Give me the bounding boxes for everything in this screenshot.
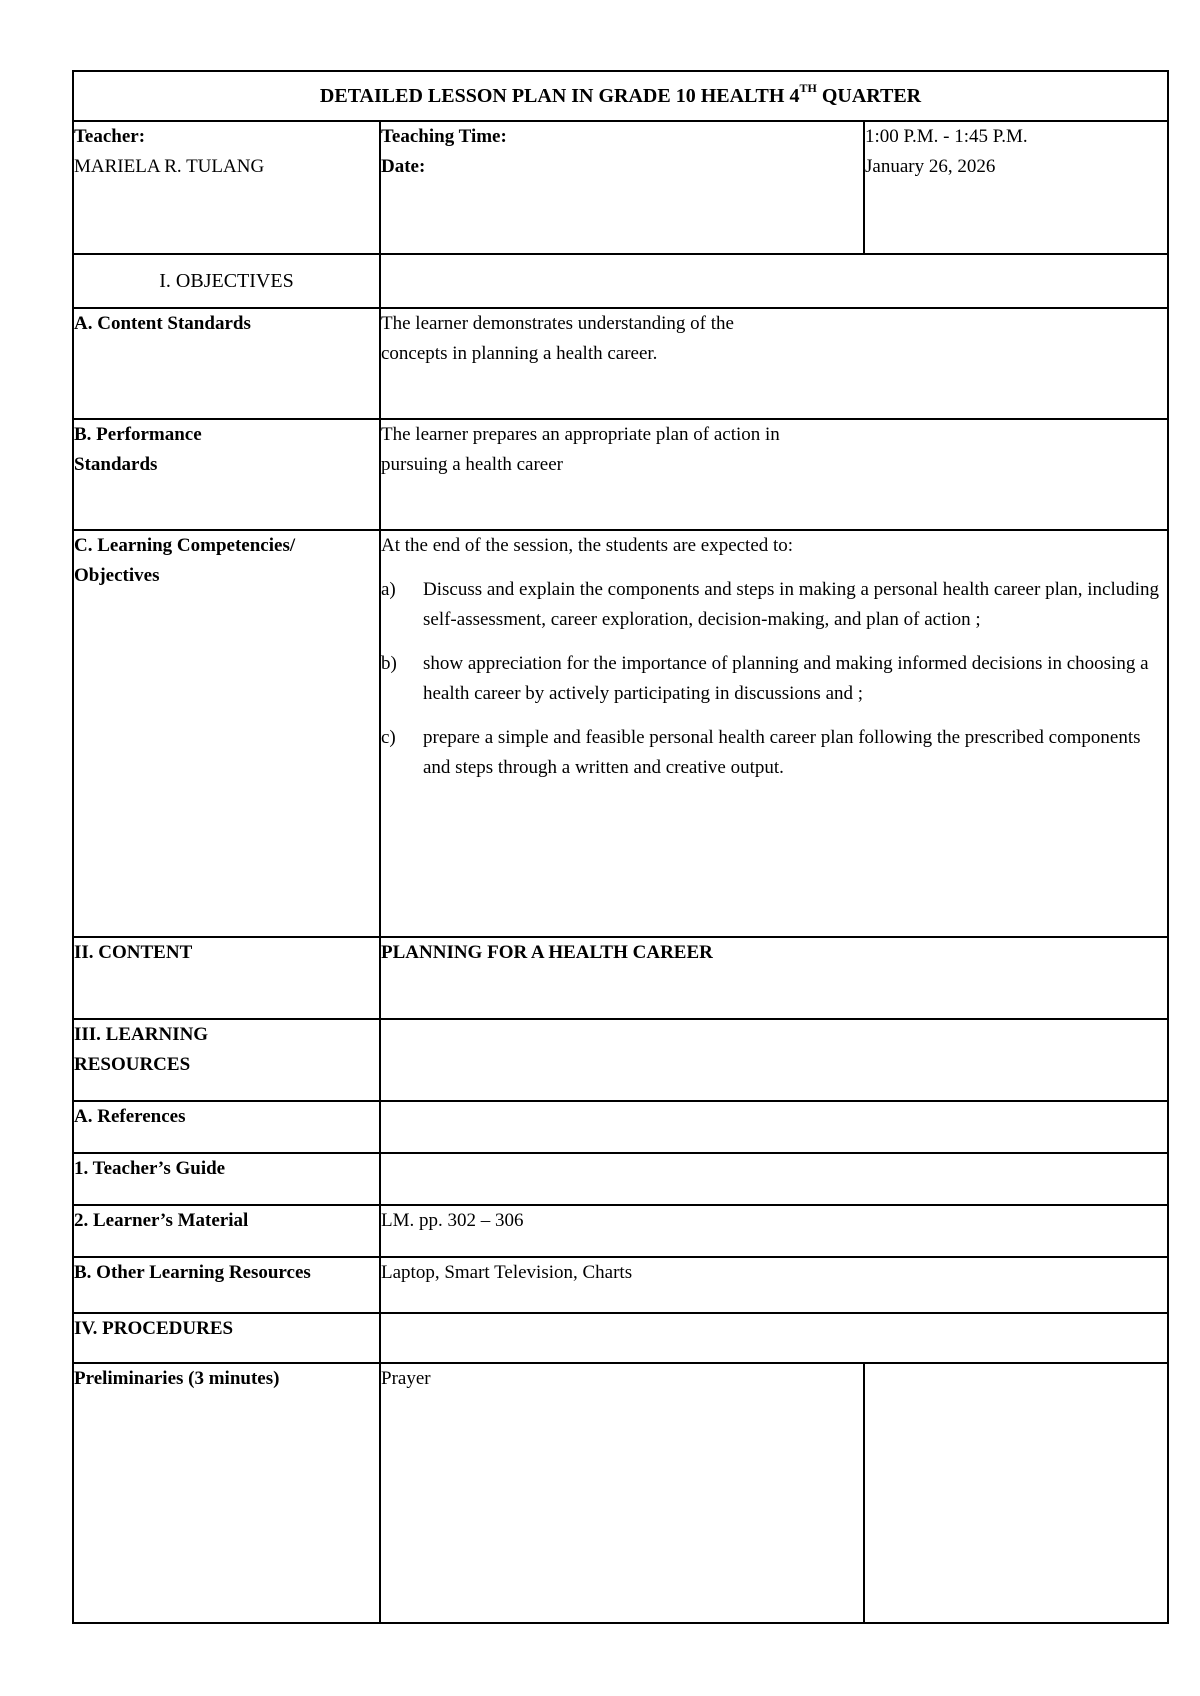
teaching-time-label: Teaching Time: bbox=[381, 126, 507, 147]
title-main: DETAILED LESSON PLAN IN GRADE 10 HEALTH 4 bbox=[319, 85, 800, 107]
teacher-label: Teacher: bbox=[74, 126, 146, 147]
objective-letter: a) bbox=[381, 579, 396, 600]
objective-letter: b) bbox=[381, 653, 397, 674]
performance-standards-line-2: pursuing a health career bbox=[381, 454, 563, 475]
competencies-intro: At the end of the session, the students are expected to: bbox=[381, 535, 794, 556]
objective-text: prepare a simple and feasible personal health career plan following the prescribed components and steps through a written and creative output. bbox=[423, 727, 1141, 778]
other-resources-value: Laptop, Smart Television, Charts bbox=[380, 1257, 1168, 1313]
preliminaries-row bbox=[73, 1363, 1168, 1623]
preliminaries-notes-cell bbox=[864, 1363, 1168, 1623]
performance-standards-value bbox=[380, 419, 1168, 530]
title-superscript: TH bbox=[799, 81, 817, 95]
content-standards-label: A. Content Standards bbox=[73, 308, 380, 419]
performance-standards-line-1: The learner prepares an appropriate plan of action in bbox=[381, 424, 780, 445]
learners-material-label: 2. Learner’s Material bbox=[73, 1205, 380, 1257]
references-row bbox=[73, 1101, 1168, 1153]
competencies-label bbox=[73, 530, 380, 937]
preliminaries-label: Preliminaries (3 minutes) bbox=[73, 1363, 380, 1623]
content-standards-line-2: concepts in planning a health career. bbox=[381, 343, 658, 364]
learning-resources-label-line-2: RESOURCES bbox=[74, 1054, 191, 1075]
other-resources-label: B. Other Learning Resources bbox=[73, 1257, 380, 1313]
competencies-row bbox=[73, 530, 1168, 937]
date-value: January 26, 2026 bbox=[865, 156, 996, 177]
objective-text: show appreciation for the importance of planning and making informed decisions in choosing a health career by actively participating in discussions and ; bbox=[423, 653, 1149, 704]
learning-resources-label-line-1: III. LEARNING bbox=[74, 1024, 209, 1045]
teacher-name: MARIELA R. TULANG bbox=[74, 156, 265, 177]
objective-item bbox=[381, 723, 1167, 783]
performance-standards-label bbox=[73, 419, 380, 530]
teaching-time-value: 1:00 P.M. - 1:45 P.M. bbox=[865, 126, 1028, 147]
content-label: II. CONTENT bbox=[73, 937, 380, 1019]
competencies-label-line-1: C. Learning Competencies/ bbox=[74, 535, 296, 556]
objective-letter: c) bbox=[381, 727, 396, 748]
date-label: Date: bbox=[381, 156, 426, 177]
performance-standards-label-line-1: B. Performance bbox=[74, 424, 202, 445]
performance-standards-row bbox=[73, 419, 1168, 530]
time-date-label-cell bbox=[380, 121, 864, 254]
title-row bbox=[73, 71, 1168, 121]
references-empty-cell bbox=[380, 1101, 1168, 1153]
objectives-heading: I. OBJECTIVES bbox=[73, 254, 380, 308]
lesson-plan-table bbox=[72, 70, 1169, 1624]
learners-material-row bbox=[73, 1205, 1168, 1257]
content-value: PLANNING FOR A HEALTH CAREER bbox=[380, 937, 1168, 1019]
teachers-guide-row bbox=[73, 1153, 1168, 1205]
learning-resources-label bbox=[73, 1019, 380, 1101]
teachers-guide-empty-cell bbox=[380, 1153, 1168, 1205]
content-row bbox=[73, 937, 1168, 1019]
objective-item bbox=[381, 649, 1167, 709]
objective-item bbox=[381, 575, 1167, 635]
procedures-heading: IV. PROCEDURES bbox=[73, 1313, 380, 1363]
title-tail: QUARTER bbox=[816, 85, 922, 107]
learning-resources-row bbox=[73, 1019, 1168, 1101]
objective-text: Discuss and explain the components and steps in making a personal health career plan, including self-assessment, career exploration, decision-making, and plan of action ; bbox=[423, 579, 1160, 630]
objectives-empty-cell bbox=[380, 254, 1168, 308]
learning-resources-empty-cell bbox=[380, 1019, 1168, 1101]
teacher-cell bbox=[73, 121, 380, 254]
header-row bbox=[73, 121, 1168, 254]
teachers-guide-label: 1. Teacher’s Guide bbox=[73, 1153, 380, 1205]
procedures-empty-cell bbox=[380, 1313, 1168, 1363]
content-standards-value bbox=[380, 308, 1168, 419]
other-resources-row bbox=[73, 1257, 1168, 1313]
time-date-value-cell bbox=[864, 121, 1168, 254]
content-standards-line-1: The learner demonstrates understanding of the bbox=[381, 313, 734, 334]
competencies-label-line-2: Objectives bbox=[74, 565, 160, 586]
learners-material-value: LM. pp. 302 – 306 bbox=[380, 1205, 1168, 1257]
content-standards-row bbox=[73, 308, 1168, 419]
references-label: A. References bbox=[73, 1101, 380, 1153]
objectives-heading-row bbox=[73, 254, 1168, 308]
preliminaries-value: Prayer bbox=[380, 1363, 864, 1623]
competencies-value bbox=[380, 530, 1168, 937]
procedures-heading-row bbox=[73, 1313, 1168, 1363]
document-title bbox=[73, 71, 1168, 121]
performance-standards-label-line-2: Standards bbox=[74, 454, 158, 475]
